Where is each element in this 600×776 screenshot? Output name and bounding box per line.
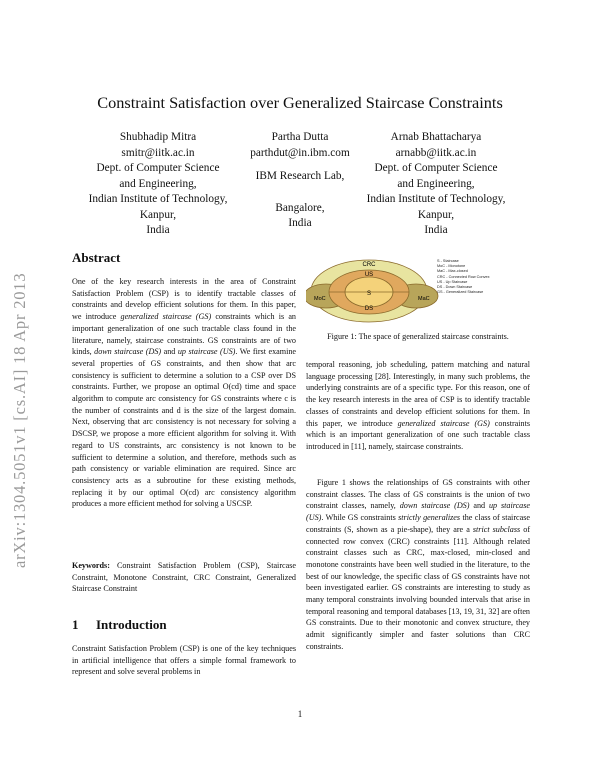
introduction-text: Constraint Satisfaction Problem (CSP) is one of the key techniques in artificial intelligence that offers a simple formal framework to represent and solve several problems in [72,644,296,677]
author-affiliation-line: India [424,224,448,236]
author-affiliation-line: Indian Institute of Technology, [88,193,228,205]
section-title: Introduction [96,617,167,632]
keywords-text: Constraint Satisfaction Problem (CSP), Staircase Constraint, Monotone Constraint, CRC Constraint, Generalized Staircase Constraint [72,561,296,594]
abstract-part: and [163,347,176,357]
legend-entry: MaC - Max-closed [437,269,468,274]
abstract-part: One of the key research interests in the area of Constraint Satisfaction Problem (CSP) is to identify tractable classes of constraints and develop efficient solutions for them. In this paper, we introduce [72,277,296,322]
author-email: smitr@iitk.ac.in [121,146,195,159]
legend-entry: DS - Down Staircase [437,285,473,290]
abstract-term: up staircase (US) [177,347,236,357]
author-affiliation-line: Kanpur, [417,208,455,221]
author-affiliation-line: and Engineering, [119,177,197,190]
author-block-3 [358,130,514,239]
paragraph-part: Figure 1 shows the relationships of GS constraints with other constraint classes. The class of GS constraints is the union of two constraint classes, namely, [306,478,530,511]
paragraph-part: constraints which is an important generalization of one such tractable class introduced in [11], namely, staircase constraints. [306,418,530,451]
keywords-label: Keywords: [72,561,110,570]
author-affiliation-line: India [146,224,170,236]
abstract-part: constraints which is an important generalization of one such tractable class found in the literature, namely, staircase constraints. GS constraints are of two kinds, [72,312,296,357]
author-block-1 [86,130,230,239]
legend-entry: GS - Generalized Staircase [437,290,484,295]
author-name: Shubhadip Mitra [119,131,197,143]
author-affiliation-line: Dept. of Computer Science [374,162,498,174]
author-affiliation-line: Kanpur, [139,208,177,221]
author-affiliation-line: India [288,217,312,229]
paragraph-term: generalized staircase (GS) [397,418,490,428]
ds-label: DS [364,306,374,312]
page-number: 1 [297,709,303,719]
paragraph-part: . While GS constraints [321,513,396,523]
author-affiliation-line: Bangalore, [275,201,325,214]
paragraph-part: of connected row convex (CRC) constraints [11]. Although related constraint classes such as CRC, max-closed, min-closed and monotone constraints have been well studied in the literature, to the best of our knowledge, the specific class of GS constraints have not been investigated earlier. GS constraints are interesting to study as many temporal constraints involving bounded intervals that arise in temporal reasoning and temporal databases [13, 19, 31, 32] are often GS constraints. Due to their monotonic and convex structure, they admit significantly simpler and faster solutions than CRC constraints. [306,524,531,651]
author-block-2 [236,130,364,232]
venn-diagram [306,258,530,324]
figure-1 [306,258,530,324]
body-paragraph [306,477,530,653]
figure-legend [437,259,490,295]
legend-entry: CRC - Connected Row Convex [437,274,490,279]
author-affiliation-line: and Engineering, [397,177,475,190]
keywords [72,560,296,595]
abstract-heading: Abstract [72,250,121,265]
paragraph-part: the class of staircase constraints (S, shown as a pie-shape), they are a [306,513,531,534]
crc-label: CRC [362,262,376,268]
moc-label: MoC [314,296,326,302]
us-label: US [364,272,374,278]
legend-entry: S - Staircase [437,259,459,263]
author-name: Partha Dutta [271,131,329,143]
paper-title: Constraint Satisfaction over Generalized Staircase Constraints [97,93,503,112]
s-label: S [366,291,372,297]
author-name: Arnab Bhattacharya [390,131,482,143]
section-number: 1 [72,617,79,632]
abstract-text [72,276,296,510]
section-heading-introduction [72,617,167,633]
abstract-term: generalized staircase (GS) [120,312,212,322]
paragraph-part: temporal reasoning, job scheduling, pattern matching and natural language processing [28]. Interestingly, in many such problems, the underlying constraints are of a specific type. For this reason, one of the key research interests in the area of CSP is to identify tractable classes of constraints and develop efficient solutions for them. In this paper, we introduce [306,360,530,428]
author-affiliation-line: IBM Research Lab, [255,170,345,182]
abstract-term: down staircase (DS) [94,347,162,357]
author-affiliation-line: Dept. of Computer Science [96,162,220,174]
body-paragraph [306,359,530,453]
paragraph-term: strictly generalizes [398,513,461,523]
paragraph-part: and [473,501,486,511]
figure-caption: Figure 1: The space of generalized staircase constraints. [327,332,509,341]
arxiv-identifier: arXiv:1304.5051v1 [cs.AI] 18 Apr 2013 [10,272,29,568]
author-email: arnabb@iitk.ac.in [395,146,477,159]
author-affiliation-line: Indian Institute of Technology, [366,193,506,205]
paragraph-term: up staircase (US) [306,501,531,523]
paragraph-term: strict subclass [472,524,521,534]
mac-label: MaC [418,296,430,302]
legend-entry: US - Up Staircase [437,279,468,284]
paragraph-term: down staircase (DS) [399,501,470,511]
legend-entry: MoC - Monotone [437,264,466,269]
author-email: parthdut@in.ibm.com [250,146,350,159]
abstract-part: . We first examine several properties of GS constraints, and then show that arc consistency is sufficient to determine a solution to a CSP over DS constraints. Further, we propose an optimal O(cd) time and space algorithm to compute arc consistency for GS constraints where c is the number of constraints and d is the size of the largest domain. Next, observing that arc consistency is not necessary for solving a DSCSP, we propose a more efficient algorithm for solving it. With regard to US constraints, arc consistency is not known to be sufficient to determine a solution, and therefore, methods such as path consistency or variable elimination are required. Since arc consistency acts as a subroutine for these existing methods, replacing it by our optimal O(cd) arc consistency algorithm produces a more efficient method for solving a USCSP. [72,347,296,509]
